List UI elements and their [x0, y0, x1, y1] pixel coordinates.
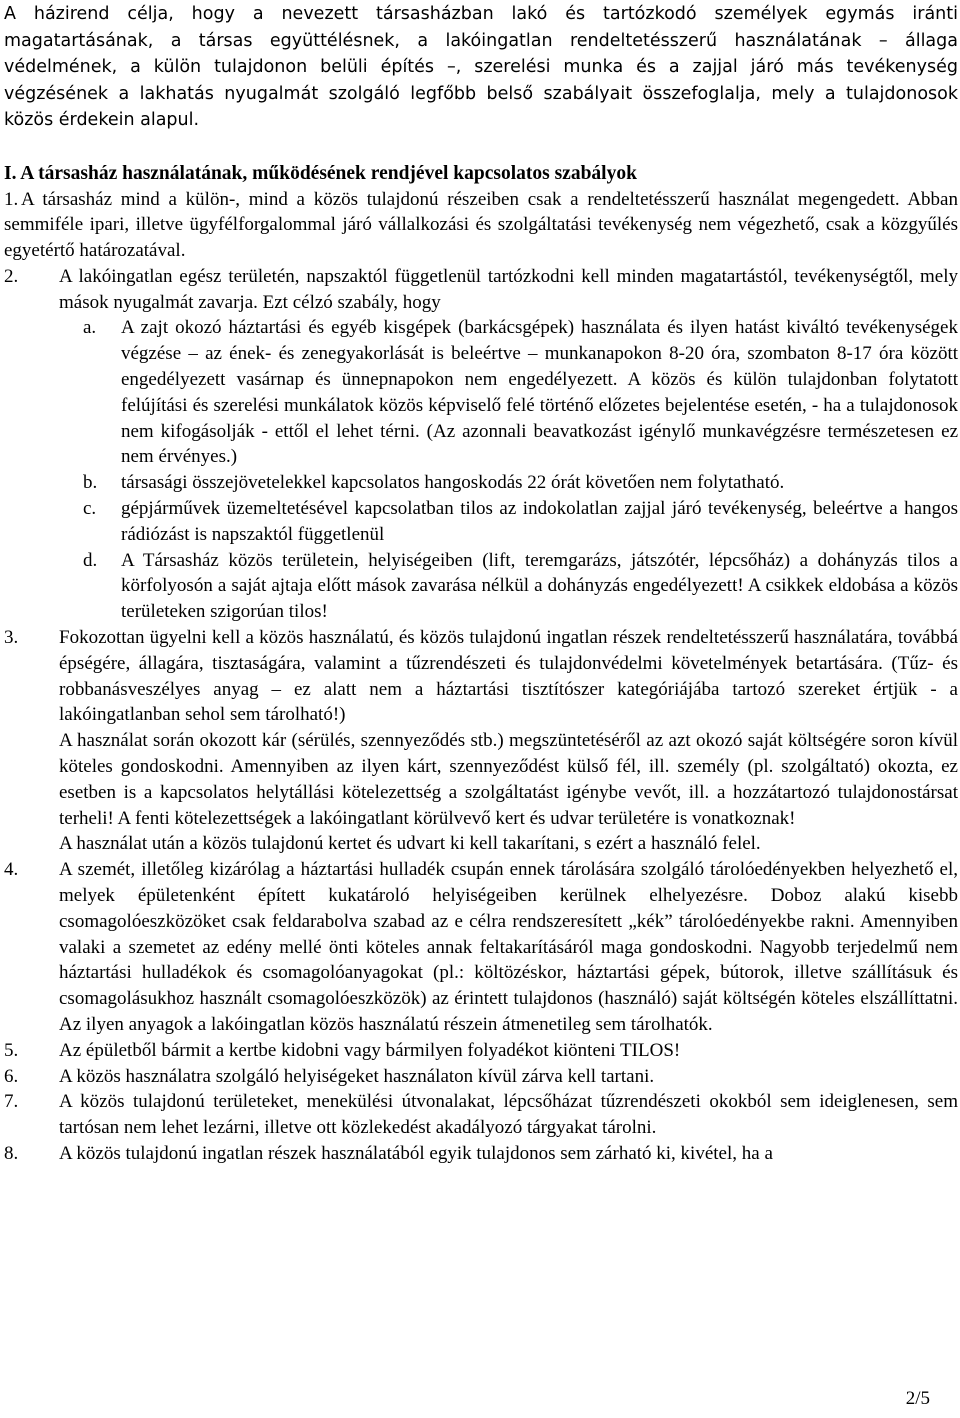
- rule-text: A közös tulajdonú területeket, menekülési útvonalakat, lépcsőházat tűzrendészeti okokból sem ideiglenesen, sem tartósan nem lehet lezárni, illetve ott közlekedést akadályozó tárgyakat tárolni.: [59, 1091, 958, 1139]
- rule-number: 5.: [4, 1039, 19, 1061]
- rule-item-3: [4, 625, 958, 728]
- rule-number: 6.: [4, 1065, 19, 1087]
- page-number: 2/5: [905, 1388, 930, 1409]
- rule-item-2: [4, 264, 958, 316]
- sub-item-letter: d.: [83, 549, 98, 571]
- rule-2-subitems: [59, 315, 958, 625]
- section-heading: I. A társasház használatának, működésének rendjével kapcsolatos szabályok: [4, 162, 637, 184]
- rules-list: [4, 187, 958, 1167]
- rule-number: 8.: [4, 1142, 19, 1164]
- sub-item-letter: b.: [83, 472, 98, 494]
- sub-item-letter: a.: [83, 317, 97, 339]
- rule-text: A közös használatra szolgáló helyiségeket használaton kívül zárva kell tartani.: [59, 1065, 655, 1087]
- rule-item-1: 1. A társasház mind a külön-, mind a közös tulajdonú részeiben csak a rendeltetésszerű használat megengedett. Abban semmiféle ipari, illetve ügyfélforgalommal járó vállalkozási és szolgáltatási tevékenység nem végezhető, csak a közgyűlés egyetértő határozatával.: [4, 187, 958, 264]
- sub-item-text: társasági összejövetelekkel kapcsolatos hangoskodás 22 órát követően nem folytatható.: [121, 472, 785, 494]
- rule-text: A lakóingatlan egész területén, napszaktól függetlenül tartózkodni kell minden magatartástól, tevékenységtől, mely mások nyugalmát zavarja. Ezt célzó szabály, hogy: [59, 265, 958, 313]
- sub-item-text: A zajt okozó háztartási és egyéb kisgépek (barkácsgépek) használata és ilyen hatást kiváltó tevékenységek végzése – az ének- és zenegyakorlását is beleértve – munkanapokon 8-20 óra, szombaton 8-17 óra között engedélyezett vasárnap és ünnepnapokon nem engedélyezett. A közös és külön tulajdonban folytatott felújítási és szerelési munkálatok közös képviselő felé történő előzetes bejelentése esetén, - ha a tulajdonosok nem kifogásolják - ettől el lehet térni. (Az azonnali beavatkozást igénylő munkavégzésre természetesen ez nem érvényes.): [121, 317, 958, 468]
- rule-item-4: [4, 857, 958, 1038]
- sub-item-d: [59, 548, 958, 625]
- rule-item-7: [4, 1089, 958, 1141]
- rule-number: 7.: [4, 1091, 19, 1113]
- sub-item-c: [59, 496, 958, 548]
- rule-3-paragraph-2: A használat után a közös tulajdonú kertet és udvart ki kell takarítani, s ezért a használó felel.: [59, 833, 761, 855]
- sub-item-b: [59, 470, 958, 496]
- rule-text: A szemét, illetőleg kizárólag a háztartási hulladék csupán ennek tárolására szolgáló tárolóedényekben helyezhető el, melyek épületenként épített kukatároló helyiségeiben kerülnek elhelyezésre. Doboz alakú kisebb csomagolóeszközöket csak feldarabolva szabad az e célra rendszeresített „kék” tárolóedényekbe rakni. Amennyiben valaki a szemetet az edény mellé önti köteles annak feltakarításáról maga gondoskodni. Nagyobb terjedelmű nem háztartási hulladékok és csomagolóanyagokat (pl.: költözéskor, háztartási gépek, bútorok, illetve szállításuk és csomagolásukhoz használt csomagolóeszközök) az érintett tulajdonos (használó) saját költségén köteles elszállíttatni. Az ilyen anyagok a lakóingatlan közös használatú részein átmenetileg sem tárolhatók.: [59, 859, 958, 1035]
- sub-item-text: A Társasház közös területein, helyiségeiben (lift, teremgarázs, játszótér, lépcsőház) a dohányzás tilos a körfolyosón a saját ajtaja előtt mások zavarása nélkül a dohányzás engedélyezett! A csikkek eldobása a közös területeken szigorúan tilos!: [121, 549, 958, 623]
- sub-item-letter: c.: [83, 498, 97, 520]
- rule-item-5: [4, 1038, 958, 1064]
- rule-number: 3.: [4, 627, 19, 649]
- intro-paragraph: A házirend célja, hogy a nevezett társasházban lakó és tartózkodó személyek egymás iránti magatartásának, a társas együttélésnek, a lakóingatlan rendeltetésszerű használatának – állaga védelmének, a külön tulajdonon belüli építés –, szerelési munka és a zajjal járó más tevékenység végzésének a lakhatás nyugalmát szolgáló legfőbb belső szabályait összefoglalja, mely a tulajdonosok közös érdekein alapul.: [4, 4, 958, 130]
- sub-item-text: gépjárművek üzemeltetésével kapcsolatban tilos az indokolatlan zajjal járó tevékenység, beleértve a hangos rádiózást is napszaktól függetlenül: [121, 498, 958, 545]
- rule-text: A társasház mind a külön-, mind a közös tulajdonú részeiben csak a rendeltetésszerű használat megengedett. Abban semmiféle ipari, illetve ügyfélforgalommal járó vállalkozási és szolgáltatási tevékenység nem végezhető, csak a közgyűlés egyetértő határozatával.: [4, 188, 958, 262]
- rule-number: 4.: [4, 859, 19, 881]
- rule-text: Az épületből bármit a kertbe kidobni vagy bármilyen folyadékot kiönteni TILOS!: [59, 1039, 681, 1061]
- rule-text: A közös tulajdonú ingatlan részek használatából egyik tulajdonos sem zárható ki, kivétel, ha a: [59, 1142, 773, 1164]
- rule-3-paragraph-1: A használat során okozott kár (sérülés, szennyeződés stb.) megszüntetéséről az azt okozó saját költségére soron kívül köteles gondoskodni. Amennyiben az ilyen kárt, szennyeződést külső fél, ill. személy (pl. szolgáltató) okozta, ez esetben is a kapcsolatos helytállási kötelezettség a szolgáltatást igénybe vevőt, ill. a hozzátartozó tulajdonostársat terheli! A fenti kötelezettségek a lakóingatlant körülvevő kert és udvar területére is vonatkoznak!: [59, 730, 958, 829]
- sub-item-a: [59, 315, 958, 470]
- rule-item-6: [4, 1064, 958, 1090]
- rule-item-8: [4, 1141, 958, 1167]
- rule-number: 2.: [4, 265, 19, 287]
- rule-text: Fokozottan ügyelni kell a közös használatú, és közös tulajdonú ingatlan részek rendeltetésszerű használatára, továbbá épségére, állagára, tisztaságára, valamint a tűzrendészeti és tulajdonvédelmi követelmények betartására. (Tűz- és robbanásveszélyes anyag – ez alatt nem a háztartási tisztítószer kategóriájába tartozó szereket értjük - a lakóingatlanban sehol sem tárolható!): [59, 627, 958, 726]
